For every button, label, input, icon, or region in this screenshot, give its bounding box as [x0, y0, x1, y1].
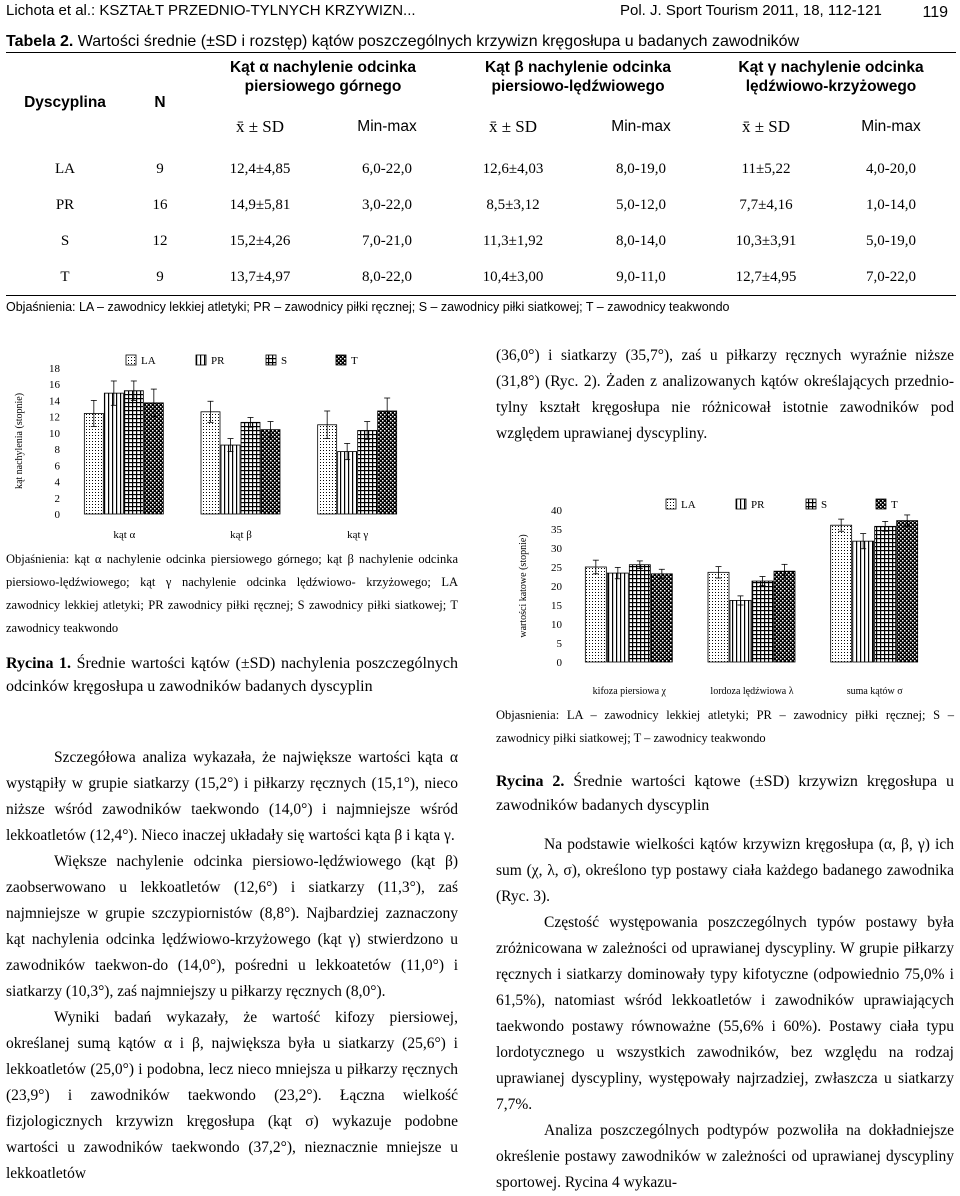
cell-beta-range: 8,0-14,0 [616, 232, 666, 249]
paragraph: Analiza poszczególnych podtypów pozwoliła na dokładniejsze określenie postawy zawodników w zależności od uprawianej dyscypliny sportowej. Rycina 4 wykazu- [496, 1122, 954, 1191]
y-axis-label: kąt nachylenia (stopnie) [14, 392, 25, 490]
y-tick-label: 2 [54, 492, 60, 505]
table-note: Objaśnienia: LA – zawodnicy lekkiej atletyki; PR – zawodnicy piłki ręcznej; S – zawodnicy piłki siatkowej; T – zawodnicy teakwondo [6, 300, 730, 314]
y-tick-label: 25 [551, 562, 562, 574]
bar [378, 411, 397, 514]
paragraph: Większe nachylenie odcinka piersiowo-lędźwiowego (kąt β) zaobserwowano u lekkoatletów (12,6°) i siatkarzy (11,3°), zaś najmniejsze w grupie szczypiornistów (8,8°). Najbardziej zaznaczony kąt nachylenia odcinka lędźwiowo-krzyżowego (kąt γ) stwierdzono u zawodników taekwon-do (14,0°), pośredni u lekkoatetów (11,0°) i siatkarzy (10,3°), zaś najmniejszy u piłkarzy ręcznych (8,0°). [6, 853, 458, 1000]
cell-beta-mean: 12,6±4,03 [482, 160, 544, 177]
cell-alpha-range: 8,0-22,0 [324, 259, 450, 296]
bar [358, 430, 377, 514]
figure-1-caption-text: Średnie wartości kątów (±SD) nachylenia poszczególnych odcinków kręgosłupa u zawodników badanych dyscyplin [6, 655, 459, 695]
figure-1-chart [8, 342, 474, 542]
cell-alpha-mean: 14,9±5,81 [229, 196, 291, 213]
bar [104, 393, 123, 514]
col-header-n: N [124, 53, 196, 152]
cell-n: 12 [152, 232, 168, 249]
cell-discipline: S [60, 232, 70, 249]
y-tick-label: 12 [49, 411, 60, 424]
cell-alpha-range: 3,0-22,0 [362, 196, 412, 213]
cell-gamma-range: 5,0-19,0 [866, 232, 916, 249]
y-tick-label: 4 [54, 476, 60, 489]
figure-2-caption [496, 770, 954, 818]
table-row [6, 223, 956, 259]
y-tick-label: 10 [551, 619, 562, 631]
cell-beta-mean: 8,5±3,12 [486, 196, 540, 213]
table-row [6, 187, 956, 223]
bar [221, 445, 240, 514]
bar [897, 521, 918, 662]
col-header-beta: Kąt β nachylenie odcinka piersiowo-lędźwiowego [450, 53, 706, 102]
y-tick-label: 35 [551, 524, 562, 536]
bar [708, 572, 729, 662]
cell-beta-mean: 10,4±3,00 [450, 259, 576, 296]
figure-1-caption [6, 652, 458, 698]
cell-beta-range: 5,0-12,0 [616, 196, 666, 213]
cell-gamma-mean: 10,3±3,91 [735, 232, 797, 249]
legend-label: PR [211, 355, 225, 367]
y-tick-label: 18 [49, 363, 60, 375]
cell-beta-mean: 11,3±1,92 [482, 232, 544, 249]
legend-swatch [126, 355, 136, 365]
legend-label: LA [681, 499, 696, 511]
cell-beta-range: 8,0-19,0 [616, 160, 666, 177]
cell-n: 9 [156, 160, 164, 177]
subheader-mean: x̄ ± SD [488, 116, 538, 136]
legend-swatch [876, 499, 886, 509]
legend-label: LA [141, 355, 156, 367]
cell-n: 9 [124, 259, 196, 296]
legend-swatch [736, 499, 746, 509]
y-tick-label: 5 [556, 638, 562, 650]
category-label: kąt γ [347, 529, 369, 541]
cell-gamma-mean: 11±5,22 [741, 160, 791, 177]
bar [607, 573, 628, 662]
subheader-mean: x̄ ± SD [741, 116, 791, 136]
figure-2-chart [496, 490, 958, 702]
cell-gamma-range: 1,0-14,0 [866, 196, 916, 213]
category-label: suma kątów σ [846, 686, 903, 697]
table-caption-label: Tabela 2. [6, 33, 74, 50]
legend-label: S [821, 499, 828, 511]
y-tick-label: 20 [551, 581, 562, 593]
cell-beta-range: 9,0-11,0 [576, 259, 706, 296]
figure-1-note: Objaśnienia: kąt α nachylenie odcinka piersiowego górnego; kąt β nachylenie odcinka piersiowo-lędźwiowego; kąt γ nachylenie odcinka lędźwiowo- krzyżowego; LA zawodnicy lekkiej atletyki; PR zawodnicy piłki ręcznej; S zawodnicy piłki siatkowej; T zawodnicy teakwondo [6, 552, 458, 635]
bar [853, 541, 874, 662]
cell-gamma-mean: 12,7±4,95 [706, 259, 826, 296]
figure-1-caption-label: Rycina 1. [6, 655, 72, 672]
y-axis-label: wartości katowe (stopnie) [518, 534, 529, 638]
legend-swatch [336, 355, 346, 365]
legend-label: PR [751, 499, 765, 511]
cell-n: 16 [152, 196, 168, 213]
y-tick-label: 14 [49, 395, 60, 408]
bar [875, 526, 896, 662]
left-column-text [6, 745, 458, 1187]
table-caption [6, 33, 799, 51]
figure-1-svg [8, 342, 474, 542]
bar [774, 571, 795, 662]
bar [585, 567, 606, 662]
paragraph: Szczegółowa analiza wykazała, że największe wartości kąta α wystąpiły w grupie siatkarzy (15,2°) i piłkarzy ręcznych (15,1°), nieco niższe wśród zawodników taekwondo (14,0°) i najmniejsze wśród lekkoatletów (12,4°). Nieco inaczej układały się wartości kąta β i kąta γ. [6, 749, 458, 844]
cell-alpha-mean: 15,2±4,26 [229, 232, 291, 249]
cell-alpha-range: 6,0-22,0 [362, 160, 412, 177]
bar [201, 412, 220, 514]
col-header-discipline: Dyscyplina [6, 53, 124, 152]
bar [241, 422, 260, 514]
cell-alpha-mean: 12,4±4,85 [229, 160, 291, 177]
figure-2-caption-label: Rycina 2. [496, 773, 565, 790]
category-label: kifoza piersiowa χ [592, 686, 666, 697]
cell-gamma-range: 7,0-22,0 [826, 259, 956, 296]
right-column-text [496, 832, 954, 1196]
subheader-range: Min-max [861, 117, 921, 135]
bar [124, 391, 143, 514]
cell-discipline: PR [55, 196, 75, 213]
category-label: lordoza lędźwiowa λ [710, 686, 794, 697]
y-tick-label: 10 [49, 427, 60, 440]
legend-swatch [666, 499, 676, 509]
paragraph: Częstość występowania poszczególnych typów postawy była zróżnicowana w zależności od uprawianej dyscypliny. W grupie piłkarzy ręcznych i siatkarzy dominowały typy kifotyczne (odpowiednio 75,0% i 61,5%), natomiast wśród lekkoatletów i zawodników uprawiających taekwondo postawy równoważne (55,6% i 60%). Postawy ciała typu lordotycznego u wszystkich zawodników, bez względu na rodzaj uprawianej dyscypliny, występowały najrzadziej, zwłaszcza u siatkarzy 7,7%. [496, 914, 954, 1113]
page-number: 119 [922, 4, 948, 21]
figure-2-note: Objasnienia: LA – zawodnicy lekkiej atletyki; PR – zawodnicy piłki ręcznej; S – zawodnicy piłki siatkowej; T – zawodnicy teakwondo [496, 708, 954, 745]
bar [261, 430, 280, 514]
col-header-alpha: Kąt α nachylenie odcinka piersiowego górnego [196, 53, 450, 102]
figure-2-svg [496, 490, 958, 702]
y-tick-label: 15 [551, 600, 562, 612]
table-row [6, 151, 956, 187]
col-header-gamma: Kąt γ nachylenie odcinka lędźwiowo-krzyżowego [706, 53, 956, 102]
paragraph: Na podstawie wielkości kątów krzywizn kręgosłupa (α, β, γ) ich sum (χ, λ, σ), określono typ postawy ciała każdego badanego zawodnika (Ryc. 3). [496, 836, 954, 905]
bar [651, 574, 672, 662]
paragraph: Wyniki badań wykazały, że wartość kifozy piersiowej, określanej sumą kątów α i β, największa była u siatkarzy (25,6°) i lekkoatletów (25,0°) i podobna, lecz nieco mniejsza u piłkarzy ręcznych (23,9°) i zawodników taekwondo (23,2°). Łączna wielkość fizjologicznych krzywizn kręgosłupa (kąt σ) wykazuje podobne wartości u zawodników taekwondo (37,2°), nieznacznie mniejsze u lekkoatletów [6, 1009, 458, 1182]
results-table [6, 52, 956, 296]
table-row [6, 259, 956, 296]
table-header-row [6, 53, 956, 102]
paragraph: (36,0°) i siatkarzy (35,7°), zaś u piłkarzy ręcznych wyraźnie niższe (31,8°) (Ryc. 2). Żaden z analizowanych kątów określających przednio-tylny kształt kręgosłupa nie różnicował istotnie zawodników pod względem uprawianej dyscypliny. [496, 347, 954, 442]
legend-label: T [891, 499, 898, 511]
running-head-journal: Pol. J. Sport Tourism 2011, 18, 112-121 [620, 2, 882, 19]
legend-swatch [266, 355, 276, 365]
running-head [6, 2, 954, 24]
bar [338, 452, 357, 514]
bar [629, 565, 650, 662]
y-tick-label: 0 [556, 657, 562, 669]
y-tick-label: 0 [54, 509, 60, 521]
cell-alpha-range: 7,0-21,0 [362, 232, 412, 249]
subheader-mean: x̄ ± SD [235, 116, 285, 136]
bar [831, 525, 852, 662]
legend-label: T [351, 355, 358, 367]
y-tick-label: 16 [49, 379, 60, 392]
bar [730, 600, 751, 662]
y-tick-label: 40 [551, 505, 562, 517]
bar [752, 581, 773, 662]
legend-swatch [196, 355, 206, 365]
cell-gamma-range: 4,0-20,0 [866, 160, 916, 177]
table-caption-text: Wartości średnie (±SD i rozstęp) kątów poszczególnych krzywizn kręgosłupa u badanych zawodników [73, 33, 800, 50]
y-tick-label: 30 [551, 543, 562, 555]
y-tick-label: 6 [54, 460, 60, 473]
subheader-range: Min-max [357, 117, 417, 135]
right-column-top-text [496, 343, 954, 447]
cell-gamma-mean: 7,7±4,16 [739, 196, 793, 213]
legend-label: S [281, 355, 288, 367]
category-label: kąt β [230, 529, 252, 541]
cell-discipline: T [6, 259, 124, 296]
subheader-range: Min-max [611, 117, 671, 135]
bar [144, 403, 163, 514]
cell-discipline: LA [55, 160, 75, 177]
cell-alpha-mean: 13,7±4,97 [196, 259, 324, 296]
legend-swatch [806, 499, 816, 509]
category-label: kąt α [113, 529, 136, 541]
y-tick-label: 8 [54, 444, 60, 457]
bar [84, 413, 103, 514]
figure-2-caption-text: Średnie wartości kątowe (±SD) krzywizn kręgosłupa u zawodników badanych dyscyplin [496, 773, 955, 814]
running-head-authors: Lichota et al.: KSZTAŁT PRZEDNIO-TYLNYCH KRZYWIZN... [6, 2, 416, 19]
